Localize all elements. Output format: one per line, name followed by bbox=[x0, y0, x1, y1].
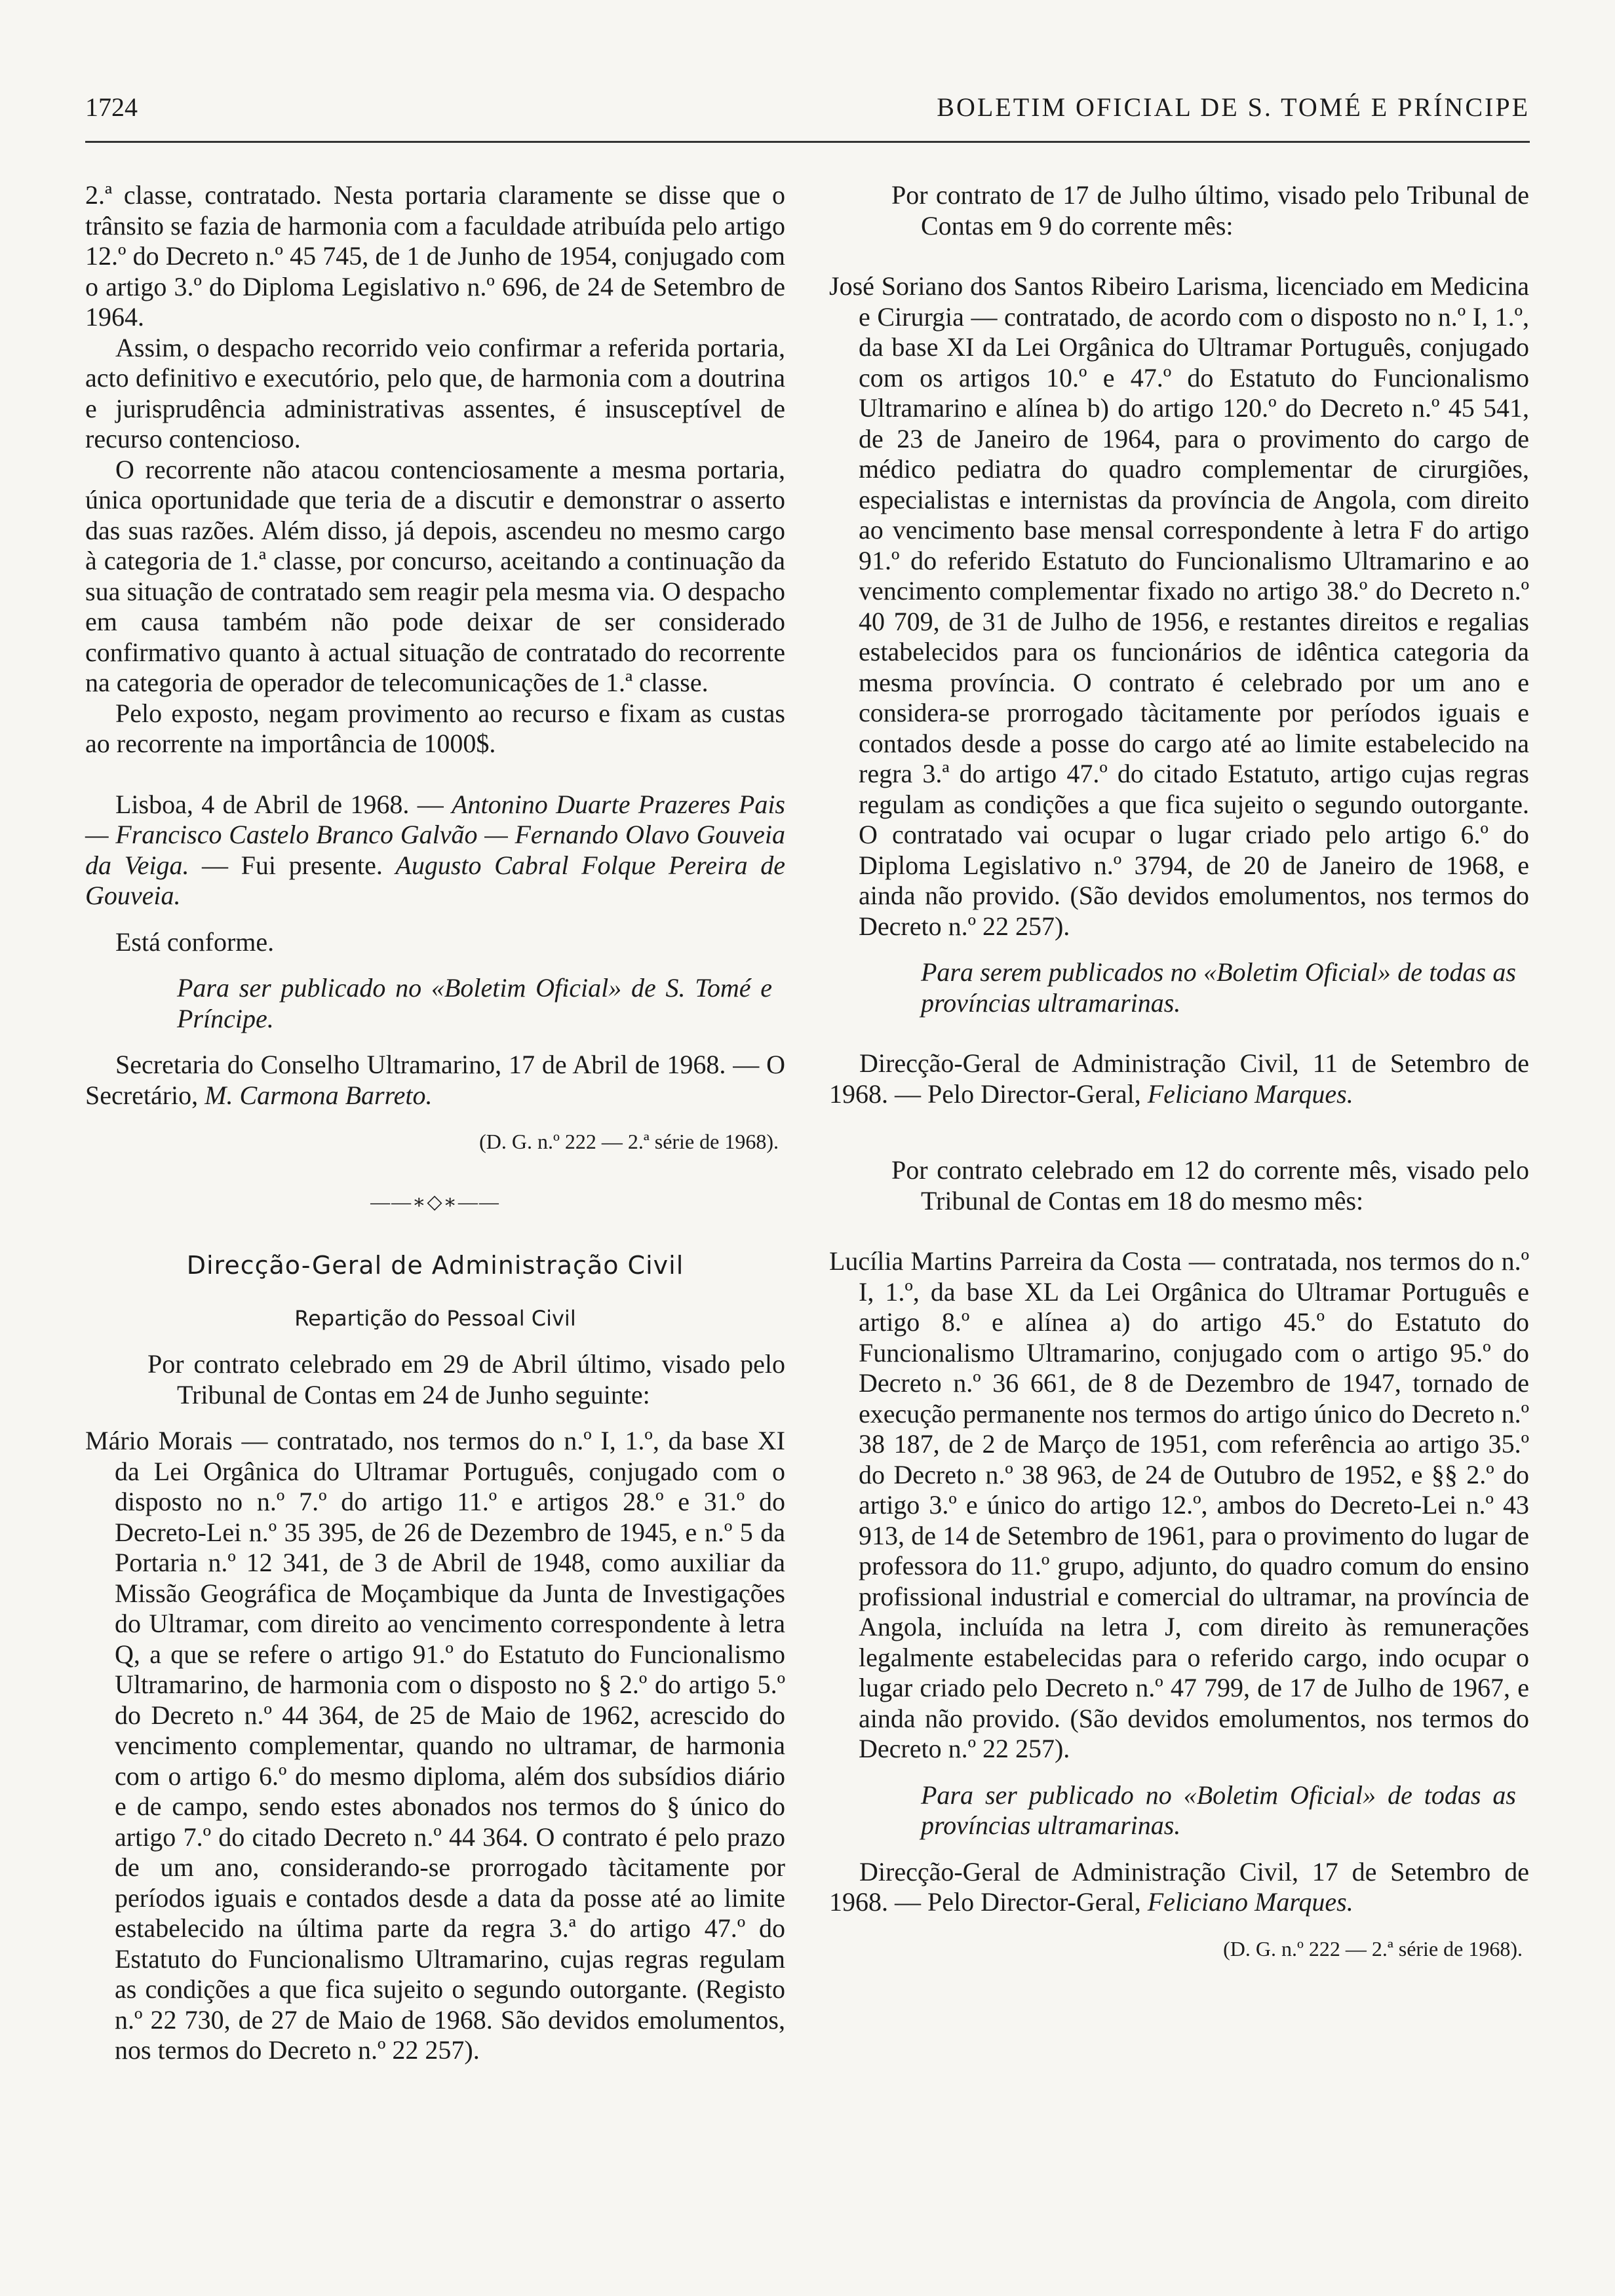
publication-note: Para ser publicado no «Boletim Oficial» de todas as províncias ultramarinas. bbox=[921, 1780, 1516, 1840]
signoff-lead: Direcção-Geral de Administração Civil, 11 de Setembro de 1968. — Pelo Director-Geral, bbox=[829, 1048, 1529, 1109]
publication-note: Para ser publicado no «Boletim Oficial» de S. Tomé e Príncipe. bbox=[177, 973, 772, 1033]
secretaria-signoff bbox=[85, 1050, 785, 1111]
signoff-lead: Direcção-Geral de Administração Civil, 17 de Setembro de 1968. — Pelo Director-Geral, bbox=[829, 1856, 1529, 1917]
header-rule bbox=[85, 141, 1530, 143]
paragraph: Pelo exposto, negam provimento ao recurso e fixam as custas ao recorrente na importância de 1000$. bbox=[85, 698, 785, 758]
signoff-name: Feliciano Marques. bbox=[1147, 1079, 1353, 1109]
subsection-heading: Repartição do Pessoal Civil bbox=[294, 1305, 576, 1331]
source-reference: (D. G. n.º 222 — 2.ª série de 1968). bbox=[1223, 1936, 1523, 1961]
judgment-signatures bbox=[85, 790, 785, 911]
signoff-name: Feliciano Marques. bbox=[1147, 1887, 1353, 1917]
contract-entry: José Soriano dos Santos Ribeiro Larisma, licenciado em Medicina e Cirurgia — contratado, de acordo com o disposto no n.º I, 1.º, da base XI da Lei Orgânica do Ultramar Português, conjugado com os artigos 10.º e 47.º do Estatuto do Funcionalismo Ultramarino e alínea b) do artigo 120.º do Decreto n.º 45 541, de 23 de Janeiro de 1964, para o provimento do cargo de médico pediatra do quadro complementar de cirurgiões, especialistas e internistas da província de Angola, com direito ao vencimento base mensal correspondente à letra F do artigo 91.º do referido Estatuto do Funcionalismo Ultramarino e ao vencimento complementar fixado no artigo 38.º do Decreto n.º 40 709, de 31 de Julho de 1956, e restantes direitos e regalias estabelecidos para os funcionários de idêntica categoria da mesma província. O contrato é celebrado por um ano e considera-se prorrogado tàcitamente por períodos iguais e contados desde a posse do cargo até ao limite estabelecido na regra 3.ª do artigo 47.º do citado Estatuto, artigo cujas regras regulam as condições a que fica sujeito o segundo outorgante. O contratado vai ocupar o lugar criado pelo artigo 6.º do Diploma Legislativo n.º 3794, de 20 de Janeiro de 1968, e ainda não provido. (São devidos emolumentos, nos termos do Decreto n.º 22 257). bbox=[829, 271, 1529, 941]
conforme-note: Está conforme. bbox=[115, 927, 275, 957]
signoff-lead: Secretaria do Conselho Ultramarino, 17 de Abril de 1968. — O Secretário, bbox=[85, 1050, 785, 1110]
paragraph: Assim, o despacho recorrido veio confirmar a referida portaria, acto definitivo e executório, pelo que, de harmonia com a doutrina e jurisprudência administrativas assentes, é insusceptível de recurso contencioso. bbox=[85, 332, 785, 453]
source-reference: (D. G. n.º 222 — 2.ª série de 1968). bbox=[479, 1130, 779, 1153]
section-ornament: ——∗◇∗—— bbox=[370, 1191, 500, 1213]
contract-intro: Por contrato celebrado em 29 de Abril último, visado pelo Tribunal de Contas em 24 de Junho seguinte: bbox=[147, 1349, 785, 1409]
contract-intro: Por contrato de 17 de Julho último, visado pelo Tribunal de Contas em 9 do corrente mês: bbox=[891, 180, 1529, 240]
paragraph: O recorrente não atacou contenciosamente a mesma portaria, única oportunidade que teria de a discutir e demonstrar o asserto das suas razões. Além disso, já depois, ascendeu no mesmo cargo à categoria de 1.ª classe, por concurso, aceitando a continuação da sua situação de contratado sem reagir pela mesma via. O despacho em causa também não pode deixar de ser considerado confirmativo quanto à actual situação de contratado do recorrente na categoria de operador de telecomunicações de 1.ª classe. bbox=[85, 454, 785, 697]
publication-note: Para serem publicados no «Boletim Oficial» de todas as províncias ultramarinas. bbox=[921, 957, 1516, 1018]
judges-names: Antonino Duarte Prazeres Pais — Francisco Castelo Branco Galvão — Fernando Olavo Gouveia da Veiga. bbox=[85, 789, 785, 880]
left-column bbox=[85, 180, 785, 2066]
directorate-signoff bbox=[829, 1048, 1529, 1109]
paragraph: 2.ª classe, contratado. Nesta portaria claramente se disse que o trânsito se fazia de harmonia com a faculdade atribuída pelo artigo 12.º do Decreto n.º 45 745, de 1 de Junho de 1954, conjugado com o artigo 3.º do Diploma Legislativo n.º 696, de 24 de Setembro de 1964. bbox=[85, 180, 785, 332]
running-header-title: BOLETIM OFICIAL DE S. TOMÉ E PRÍNCIPE bbox=[937, 92, 1530, 122]
prosecutor-name: Augusto Cabral Folque Pereira de Gouveia. bbox=[85, 850, 785, 910]
signoff-name: M. Carmona Barreto. bbox=[204, 1080, 433, 1110]
directorate-signoff bbox=[829, 1857, 1529, 1918]
contract-entry: Lucília Martins Parreira da Costa — contratada, nos termos do n.º I, 1.º, da base XL da Lei Orgânica do Ultramar Português e artigo 8.º e alínea a) do artigo 45.º do Estatuto do Funcionalismo Ultramarino, conjugado com o artigo 95.º do Decreto n.º 36 661, de 8 de Dezembro de 1947, tornado de execução permanente nos termos do artigo único do Decreto n.º 38 187, de 2 de Março de 1951, com referência ao artigo 35.º do Decreto n.º 38 963, de 24 de Outubro de 1952, e §§ 2.º do artigo 3.º e único do artigo 12.º, ambos do Decreto-Lei n.º 43 913, de 14 de Setembro de 1961, para o provimento do lugar de professora do 11.º grupo, adjunto, do quadro comum do ensino profissional industrial e comercial do ultramar, na província de Angola, incluída na letra J, com direito às remunerações legalmente estabelecidas para o referido cargo, indo ocupar o lugar criado pelo Decreto n.º 47 799, de 17 de Julho de 1967, e ainda não provido. (São devidos emolumentos, nos termos do Decreto n.º 22 257). bbox=[829, 1246, 1529, 1763]
contract-entry: Mário Morais — contratado, nos termos do n.º I, 1.º, da base XI da Lei Orgânica do Ultramar Português, conjugado com o disposto no n.º 7.º do artigo 11.º e artigos 28.º e 31.º do Decreto-Lei n.º 35 395, de 26 de Dezembro de 1945, e n.º 5 da Portaria n.º 12 341, de 3 de Abril de 1948, como auxiliar da Missão Geográfica de Moçambique da Junta de Investigações do Ultramar, com direito ao vencimento correspondente à letra Q, a que se refere o artigo 91.º do Estatuto do Funcionalismo Ultramarino, de harmonia com o disposto no § 2.º do artigo 5.º do Decreto n.º 44 364, de 25 de Maio de 1962, acrescido do vencimento complementar, quando no ultramar, de harmonia com o artigo 6.º do mesmo diploma, além dos subsídios diário e de campo, sendo estes abonados nos termos do § único do artigo 7.º do citado Decreto n.º 44 364. O contrato é pelo prazo de um ano, considerando-se prorrogado tàcitamente por períodos iguais e contados desde a data da posse até ao limite estabelecido na última parte da regra 3.ª do artigo 47.º do Estatuto do Funcionalismo Ultramarino, cujas regras regulam as condições a que fica sujeito o segundo outorgante. (Registo n.º 22 730, de 27 de Maio de 1968. São devidos emolumentos, nos termos do Decreto n.º 22 257). bbox=[85, 1426, 785, 2065]
contract-intro: Por contrato celebrado em 12 do corrente mês, visado pelo Tribunal de Contas em 18 do mesmo mês: bbox=[891, 1155, 1529, 1215]
page-number: 1724 bbox=[85, 92, 138, 122]
section-heading: Direcção-Geral de Administração Civil bbox=[186, 1251, 684, 1280]
right-column bbox=[829, 180, 1529, 1964]
signature-lead: Lisboa, 4 de Abril de 1968. — bbox=[115, 789, 452, 819]
signature-mid: — Fui presente. bbox=[189, 850, 396, 880]
